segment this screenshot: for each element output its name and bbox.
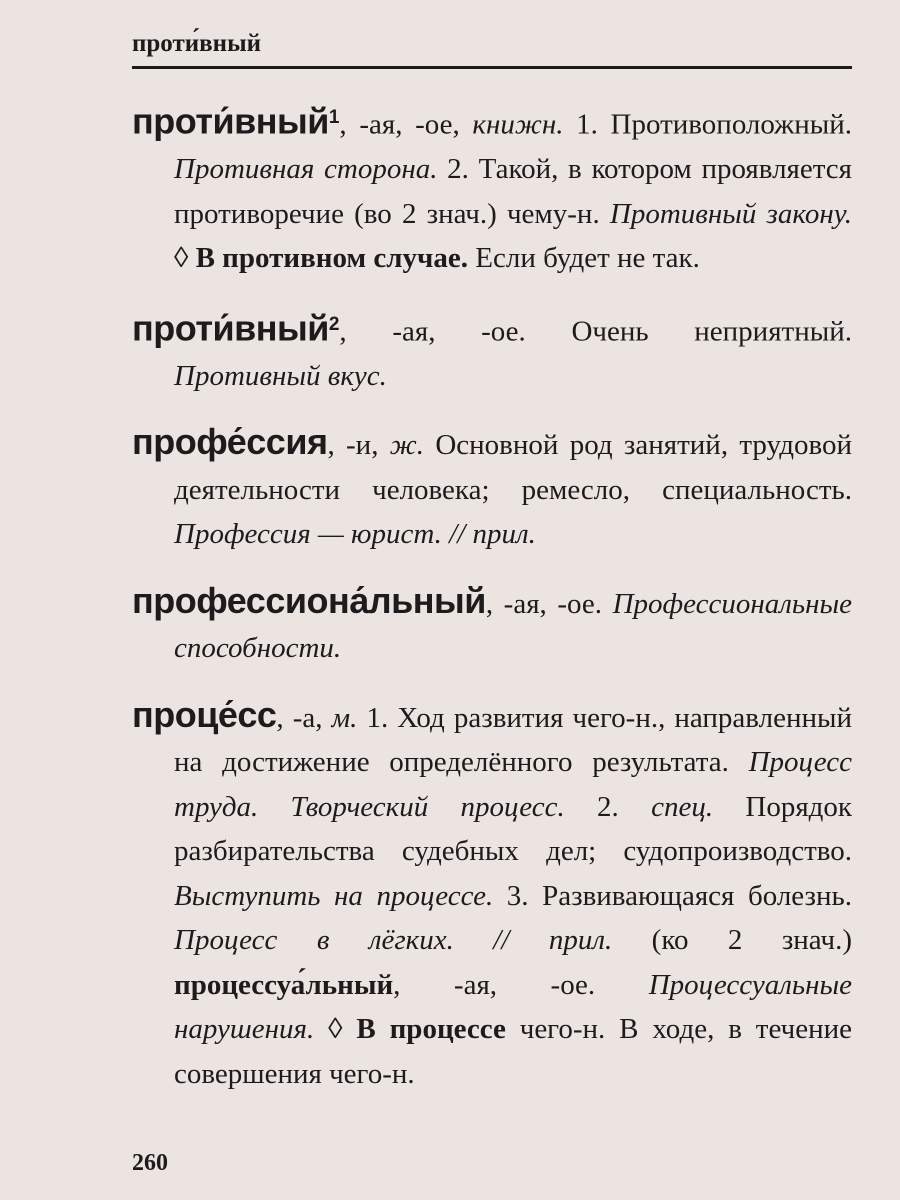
- italic-text: Профессия — юрист. // прил.: [174, 518, 536, 551]
- text: , -ая, -ое. Очень неприятный.: [339, 315, 852, 348]
- bold-text: В процессе: [356, 1013, 506, 1046]
- bold-text: процессуа́льный: [174, 968, 394, 1001]
- text: , -а,: [276, 701, 332, 734]
- text: ◊: [174, 242, 196, 275]
- headword: проти́вный: [132, 100, 329, 142]
- italic-text: Выступить на процессе.: [174, 879, 494, 912]
- text: Основной род занятий, трудовой деятельности человека; ремесло, специальность.: [174, 429, 852, 506]
- entry-professionalny: [132, 579, 852, 671]
- headword: профессиона́льный: [132, 579, 486, 621]
- homonym-number: 1: [328, 107, 340, 128]
- bold-text: В противном случае.: [195, 242, 469, 275]
- italic-text: м.: [331, 701, 358, 734]
- homonym-number: 2: [328, 313, 340, 335]
- entry-protivny-1: [132, 96, 852, 281]
- text: 1. Противоположный.: [563, 108, 852, 141]
- italic-text: книжн.: [472, 108, 564, 141]
- text: Порядок разбирательства судебных дел; судопроизводство.: [174, 790, 852, 868]
- italic-text: Противный закону.: [609, 197, 853, 230]
- text: чего-н. В ходе, в течение совершения чего-н.: [174, 1013, 852, 1090]
- italic-text: спец.: [651, 790, 714, 823]
- entry-professiya: [132, 420, 852, 557]
- text: , -и,: [327, 429, 390, 462]
- italic-text: Противный вкус.: [174, 359, 387, 392]
- italic-text: Процесс труда. Творческий процесс.: [174, 746, 852, 823]
- text: Если будет не так.: [468, 242, 700, 275]
- text: , -ая, -ое.: [393, 968, 649, 1001]
- text: (ко 2 знач.): [612, 924, 853, 957]
- text: , -ая, -ое,: [339, 108, 473, 141]
- headword: проти́вный: [132, 307, 329, 349]
- headword: профе́ссия: [132, 421, 328, 463]
- entry-protsess: [132, 693, 852, 1097]
- headword: проце́сс: [132, 693, 277, 735]
- dictionary-entries: [132, 96, 852, 1096]
- italic-text: Противная сторона.: [174, 153, 438, 186]
- text: 1. Ход развития чего-н., направленный на достижение определённого результата.: [174, 701, 853, 779]
- running-head: проти́вный: [132, 30, 261, 57]
- text: , -ая, -ое.: [485, 587, 613, 620]
- page-number: 260: [132, 1150, 168, 1176]
- text: ◊: [314, 1013, 357, 1046]
- italic-text: Процессуальные нарушения.: [174, 968, 852, 1046]
- text: 2.: [564, 790, 652, 823]
- italic-text: ж.: [389, 429, 424, 462]
- italic-text: Профессиональные способности.: [174, 587, 852, 665]
- text: 2. Такой, в котором проявляется противоречие (во 2 знач.) чему-н.: [174, 153, 852, 230]
- header-rule: [132, 66, 852, 69]
- entry-protivny-2: [132, 303, 852, 399]
- italic-text: Процесс в лёгких. // прил.: [174, 924, 613, 957]
- text: 3. Развивающаяся болезнь.: [493, 879, 852, 912]
